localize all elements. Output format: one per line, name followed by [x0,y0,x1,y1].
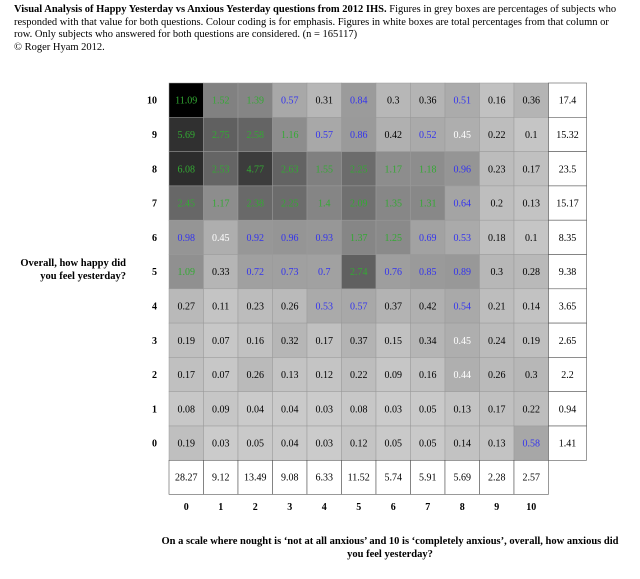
cell-value-label: 0.85 [419,267,437,279]
cell-value-label: 0.33 [212,267,230,279]
cell-value-label: 2.75 [212,129,230,141]
y-tick-label: 2 [152,370,157,382]
cell-value-label: 0.19 [177,335,195,347]
cell-value-label: 0.16 [488,95,506,107]
row-total-label: 17.4 [558,95,577,107]
cell-value-label: 1.17 [384,164,402,176]
x-tick-label: 2 [252,502,258,513]
cell-value-label: 0.13 [522,198,540,210]
row-total-label: 9.38 [558,267,577,279]
x-tick-label: 0 [183,502,189,513]
cell-value-label: 0.1 [525,129,538,141]
cell-value-label: 2.38 [246,198,264,210]
cell-value-label: 0.2 [490,198,503,210]
x-tick-label: 1 [218,502,224,513]
cell-value-label: 0.42 [384,129,402,141]
cell-value-label: 0.05 [384,438,402,450]
cell-value-label: 0.86 [350,129,368,141]
cell-value-label: 1.31 [419,198,437,210]
cell-value-label: 0.13 [281,370,299,382]
cell-value-label: 0.96 [453,164,471,176]
cell-value-label: 0.72 [246,267,264,279]
x-tick-label: 10 [526,502,537,513]
cell-value-label: 0.09 [384,370,402,382]
y-tick-label: 1 [152,404,157,416]
cell-value-label: 0.26 [488,370,506,382]
cell-value-label: 0.22 [522,404,540,416]
column-total-label: 11.52 [347,472,370,484]
cell-value-label: 0.05 [419,404,437,416]
cell-value-label: 0.73 [281,267,299,279]
cell-value-label: 0.54 [453,301,471,313]
column-total-label: 9.08 [281,472,299,484]
cell-value-label: 0.17 [315,335,333,347]
cell-value-label: 0.84 [350,95,368,107]
column-total-label: 6.33 [315,472,333,484]
cell-value-label: 0.15 [384,335,402,347]
cell-value-label: 0.18 [488,232,506,244]
copyright-notice: © Roger Hyam 2012. [14,41,105,53]
cell-value-label: 0.05 [419,438,437,450]
cell-value-label: 0.14 [522,301,540,313]
cell-value-label: 2.58 [246,129,264,141]
cell-value-label: 1.09 [177,267,195,279]
row-total-label: 8.35 [558,232,577,244]
y-tick-label: 7 [152,198,157,210]
cell-value-label: 0.19 [177,438,195,450]
cell-value-label: 0.16 [419,370,437,382]
cell-value-label: 2.25 [350,164,368,176]
cell-value-label: 0.17 [177,370,195,382]
cell-value-label: 0.14 [453,438,471,450]
cell-value-label: 1.18 [419,164,437,176]
row-total-label: 1.41 [558,438,577,450]
cell-value-label: 0.51 [453,95,471,107]
column-total-label: 5.74 [384,472,402,484]
cell-value-label: 0.23 [246,301,264,313]
chart-title: Visual Analysis of Happy Yesterday vs Anxious Yesterday questions from 2012 IHS. [14,4,387,15]
cell-value-label: 1.35 [384,198,402,210]
column-total-label: 5.91 [419,472,437,484]
cell-value-label: 0.3 [525,370,538,382]
cell-value-label: 0.27 [177,301,195,313]
column-total-label: 13.49 [244,472,267,484]
cell-value-label: 0.12 [350,438,368,450]
cell-value-label: 0.03 [315,404,333,416]
x-tick-label: 4 [321,502,327,513]
cell-value-label: 0.26 [281,301,299,313]
cell-value-label: 1.17 [212,198,230,210]
y-tick-label: 8 [152,164,157,176]
cell-value-label: 0.07 [212,335,230,347]
x-tick-label: 6 [390,502,396,513]
cell-value-label: 0.7 [318,267,331,279]
x-tick-label: 9 [494,502,500,513]
cell-value-label: 0.26 [246,370,264,382]
cell-value-label: 0.09 [212,404,230,416]
column-total-label: 5.69 [453,472,471,484]
cell-value-label: 2.53 [212,164,230,176]
cell-value-label: 0.37 [384,301,402,313]
row-total-label: 23.5 [558,164,577,176]
cell-value-label: 0.57 [350,301,368,313]
column-total-label: 2.57 [522,472,540,484]
cell-value-label: 0.03 [315,438,333,450]
cell-value-label: 0.64 [453,198,471,210]
cell-value-label: 2.74 [350,267,368,279]
x-tick-label: 7 [425,502,431,513]
cell-value-label: 0.03 [212,438,230,450]
cell-value-label: 0.22 [350,370,368,382]
cell-value-label: 0.32 [281,335,299,347]
cell-value-label: 0.16 [246,335,264,347]
cell-value-label: 0.57 [281,95,299,107]
y-tick-label: 0 [152,438,157,450]
cell-value-label: 1.25 [384,232,402,244]
x-tick-label: 5 [356,502,362,513]
cell-value-label: 0.12 [315,370,333,382]
y-tick-label: 6 [152,232,157,244]
cell-value-label: 0.69 [419,232,437,244]
y-tick-label: 3 [152,335,157,347]
cell-value-label: 0.76 [384,267,402,279]
cell-value-label: 0.11 [212,301,230,313]
cell-value-label: 0.3 [387,95,400,107]
cell-value-label: 0.44 [453,370,471,382]
y-tick-label: 4 [152,301,157,313]
cell-value-label: 0.04 [246,404,264,416]
cell-value-label: 2.25 [281,198,299,210]
y-tick-label: 10 [147,95,157,107]
cell-value-label: 0.53 [315,301,333,313]
cell-value-label: 0.28 [522,267,540,279]
cell-value-label: 0.21 [488,301,506,313]
chart-description: Figures in grey boxes are percentages of subjects who responded with that value for both questions. Colour coding is for emphasis. Figures in white boxes are total percentages from that column or row. Only subjects who answered for both questions are considered. (n = 165117) [14,4,617,40]
cell-value-label: 0.08 [177,404,195,416]
x-tick-label: 8 [459,502,465,513]
cell-value-label: 0.58 [522,438,540,450]
y-axis-label: Overall, how happy did you feel yesterday? [20,258,126,282]
cell-value-label: 0.92 [246,232,264,244]
cell-value-label: 0.17 [522,164,540,176]
cell-value-label: 0.07 [212,370,230,382]
cell-value-label: 0.45 [212,232,230,244]
cell-value-label: 5.69 [177,129,195,141]
cell-value-label: 0.08 [350,404,368,416]
cell-value-label: 0.13 [453,404,471,416]
row-total-label: 2.65 [558,335,577,347]
cell-value-label: 1.52 [212,95,230,107]
cell-value-label: 0.96 [281,232,299,244]
cell-value-label: 0.42 [419,301,437,313]
x-axis-label: On a scale where nought is ‘not at all anxious’ and 10 is ‘completely anxious’, overall, how anxious did you feel yesterday? [161,536,619,560]
cell-value-label: 0.93 [315,232,333,244]
cell-value-label: 0.1 [525,232,538,244]
cell-value-label: 0.03 [384,404,402,416]
row-total-label: 3.65 [558,301,577,313]
cell-value-label: 0.53 [453,232,471,244]
cell-value-label: 0.36 [419,95,437,107]
cell-value-label: 1.39 [246,95,264,107]
y-tick-label: 5 [152,267,157,279]
cell-value-label: 0.04 [281,404,299,416]
cell-value-label: 0.89 [453,267,471,279]
column-total-label: 2.28 [488,472,506,484]
cell-value-label: 0.98 [177,232,195,244]
cell-value-label: 0.31 [315,95,333,107]
cell-value-label: 0.19 [522,335,540,347]
cell-value-label: 0.3 [490,267,503,279]
x-tick-label: 3 [287,502,293,513]
cell-value-label: 0.36 [522,95,540,107]
cell-value-label: 2.63 [281,164,299,176]
row-total-label: 2.2 [561,370,574,382]
cell-value-label: 0.04 [281,438,299,450]
cell-value-label: 2.45 [177,198,195,210]
cell-value-label: 0.45 [453,335,471,347]
row-total-label: 0.94 [558,404,577,416]
cell-value-label: 1.37 [350,232,368,244]
cell-value-label: 0.37 [350,335,368,347]
cell-value-label: 0.45 [453,129,471,141]
cell-value-label: 0.13 [488,438,506,450]
cell-value-label: 0.57 [315,129,333,141]
y-tick-label: 9 [152,129,157,141]
cell-value-label: 0.34 [419,335,437,347]
cell-value-label: 0.17 [488,404,506,416]
cell-value-label: 2.09 [350,198,368,210]
cell-value-label: 1.55 [315,164,333,176]
row-total-label: 15.17 [556,198,579,210]
cell-value-label: 1.4 [318,198,331,210]
cell-value-label: 0.52 [419,129,437,141]
cell-value-label: 0.05 [246,438,264,450]
cell-value-label: 6.08 [177,164,195,176]
cell-value-label: 0.23 [488,164,506,176]
cell-value-label: 0.22 [488,129,506,141]
row-total-label: 15.32 [556,129,579,141]
cell-value-label: 1.16 [281,129,299,141]
cell-value-label: 0.24 [488,335,506,347]
column-total-label: 9.12 [212,472,230,484]
cell-value-label: 4.77 [246,164,264,176]
cell-value-label: 11.09 [175,95,198,107]
column-total-label: 28.27 [175,472,198,484]
